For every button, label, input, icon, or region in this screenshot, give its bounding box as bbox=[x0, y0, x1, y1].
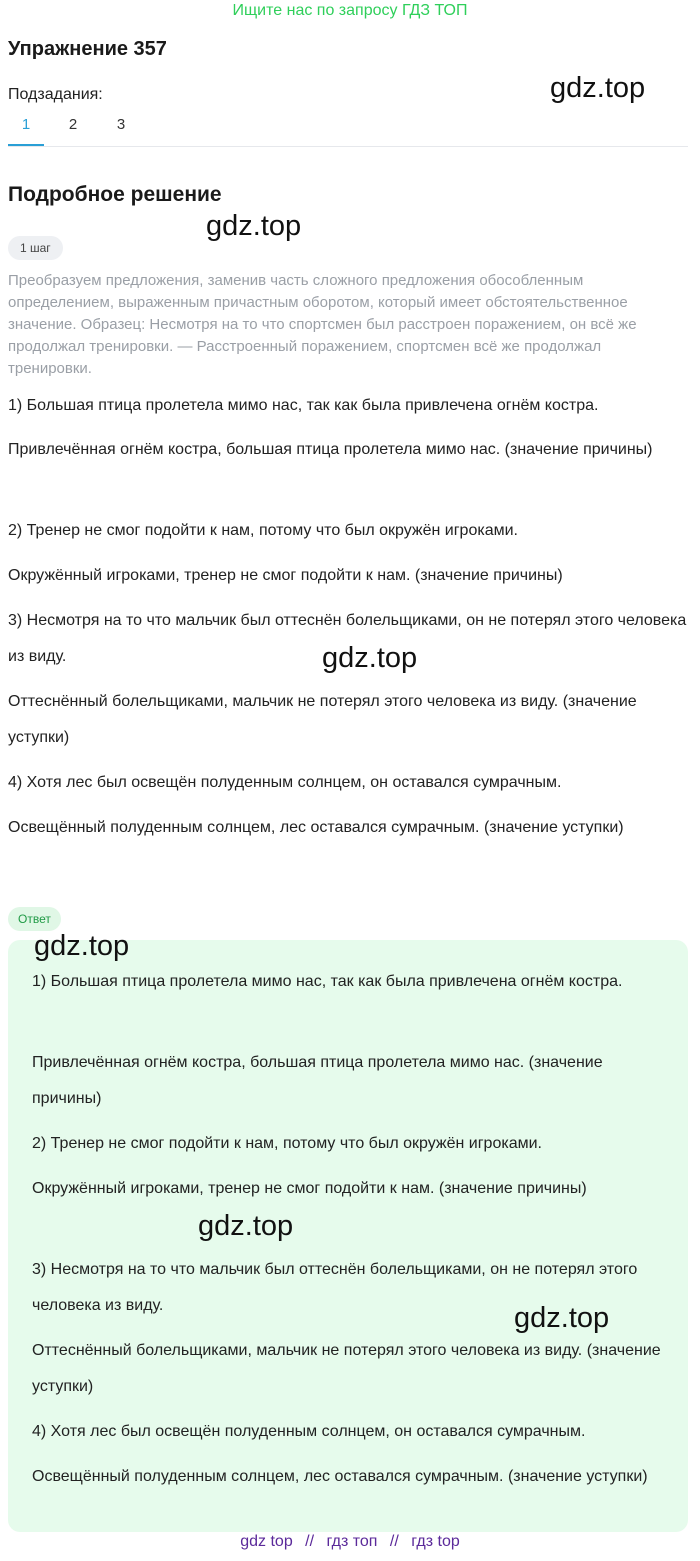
footer-links bbox=[0, 1533, 700, 1551]
solution-line: 1) Большая птица пролетела мимо нас, так как была привлечена огнём костра. bbox=[8, 397, 599, 414]
subtask-tabs bbox=[8, 116, 688, 147]
answer-line: 1) Большая птица пролетела мимо нас, так как была привлечена огнём костра. bbox=[32, 973, 623, 990]
footer-link[interactable]: гдз топ bbox=[326, 1533, 378, 1550]
tab-subtask-2[interactable]: 2 bbox=[68, 116, 78, 133]
watermark: gdz.top bbox=[514, 1302, 610, 1334]
solution-line: 3) Несмотря на то что мальчик был оттеснён болельщиками, он не потерял этого человека из виду. bbox=[8, 612, 687, 665]
watermark: gdz.top bbox=[206, 210, 302, 242]
step-badge: 1 шаг bbox=[8, 236, 63, 260]
solution-line: 4) Хотя лес был освещён полуденным солнцем, он оставался сумрачным. bbox=[8, 774, 562, 791]
answer-line: Освещённый полуденным солнцем, лес оставался сумрачным. (значение уступки) bbox=[32, 1468, 648, 1485]
intro-text: Преобразуем предложения, заменив часть сложного предложения обособленным определением, выраженным причастным оборотом, который имеет обстоятельственное значение. Образец: Несмотря на то что спортсмен был расстроен поражением, он всё же продолжал тренировки. — Расстроенный поражением, спортсмен всё же продолжал тренировки. bbox=[8, 272, 637, 377]
answer-line: Окружённый игроками, тренер не смог подойти к нам. (значение причины) bbox=[32, 1180, 587, 1197]
answer-badge: Ответ bbox=[8, 907, 61, 931]
answer-line: 4) Хотя лес был освещён полуденным солнцем, он оставался сумрачным. bbox=[32, 1423, 586, 1440]
solution-line: Освещённый полуденным солнцем, лес оставался сумрачным. (значение уступки) bbox=[8, 819, 624, 836]
section-title: Подробное решение bbox=[8, 183, 222, 206]
footer-separator: // bbox=[389, 1533, 399, 1550]
watermark: gdz.top bbox=[198, 1210, 294, 1242]
answer-line: Привлечённая огнём костра, большая птица пролетела мимо нас. (значение причины) bbox=[32, 1054, 603, 1107]
answer-line: Оттеснённый болельщиками, мальчик не потерял этого человека из виду. (значение уступки) bbox=[32, 1342, 661, 1395]
promo-banner[interactable]: Ищите нас по запросу ГДЗ ТОП bbox=[232, 2, 468, 19]
footer-link[interactable]: gdz top bbox=[240, 1533, 293, 1550]
footer-link[interactable]: гдз top bbox=[411, 1533, 460, 1550]
solution-line: Привлечённая огнём костра, большая птица пролетела мимо нас. (значение причины) bbox=[8, 441, 653, 458]
solution-line: 2) Тренер не смог подойти к нам, потому что был окружён игроками. bbox=[8, 522, 518, 539]
tab-subtask-1[interactable]: 1 bbox=[8, 116, 44, 133]
footer-separator: // bbox=[305, 1533, 315, 1550]
tab-subtask-3[interactable]: 3 bbox=[116, 116, 126, 133]
subtasks-label: Подзадания: bbox=[8, 86, 103, 103]
solution-line: Оттеснённый болельщиками, мальчик не потерял этого человека из виду. (значение уступки) bbox=[8, 693, 637, 746]
answer-line: 3) Несмотря на то что мальчик был оттеснён болельщиками, он не потерял этого человека из виду. bbox=[32, 1261, 638, 1314]
watermark: gdz.top bbox=[322, 642, 418, 674]
solution-line: Окружённый игроками, тренер не смог подойти к нам. (значение причины) bbox=[8, 567, 563, 584]
answer-line: 2) Тренер не смог подойти к нам, потому что был окружён игроками. bbox=[32, 1135, 542, 1152]
watermark: gdz.top bbox=[550, 72, 646, 104]
page-title: Упражнение 357 bbox=[8, 38, 167, 60]
watermark: gdz.top bbox=[34, 930, 130, 962]
